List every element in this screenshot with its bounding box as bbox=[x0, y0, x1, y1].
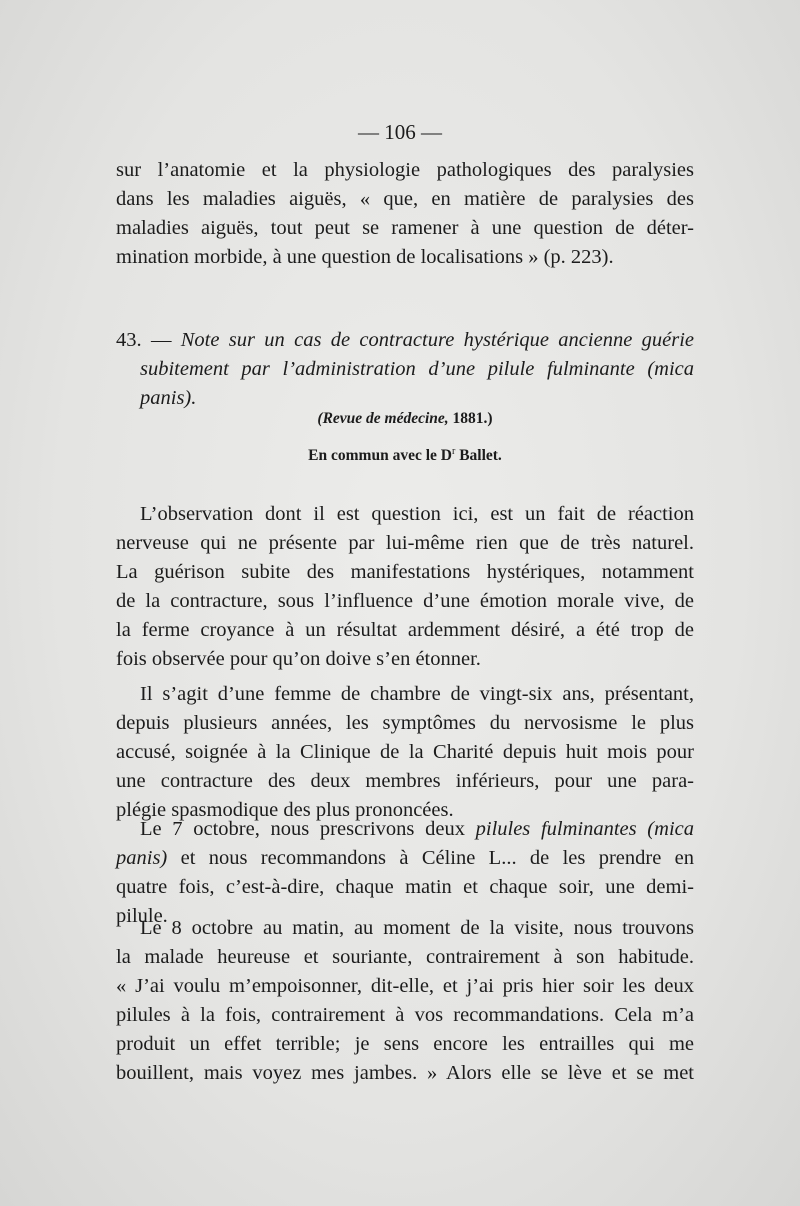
text-line: nerveuse qui ne présente par lui-même rien que de très naturel. bbox=[116, 532, 694, 554]
text-line bbox=[116, 844, 694, 873]
text-line: Le 8 octobre au matin, au moment de la visite, nous trouvons bbox=[140, 917, 694, 939]
text-line: une contracture des deux membres inférieurs, pour une para- bbox=[116, 770, 694, 792]
text-line: Il s’agit d’une femme de chambre de vingt-six ans, présentant, bbox=[140, 683, 694, 705]
coauthor-sup: r bbox=[451, 446, 456, 457]
intro-paragraph bbox=[116, 156, 694, 272]
text-line: pilules à la fois, contrairement à vos recommandations. Cela m’a bbox=[116, 1004, 694, 1026]
text-line: la ferme croyance à un résultat ardemment désiré, a été trop de bbox=[116, 619, 694, 641]
entry-source bbox=[116, 410, 694, 428]
source-year: 1881.) bbox=[452, 410, 493, 427]
text-line: mination morbide, à une question de localisations » (p. 223). bbox=[116, 246, 614, 268]
text-line: accusé, soignée à la Clinique de la Charité depuis huit mois pour bbox=[116, 741, 694, 763]
text-line: La guérison subite des manifestations hystériques, notamment bbox=[116, 561, 694, 583]
italic-segment: pilules fulminantes (mica bbox=[475, 818, 694, 840]
entry-title bbox=[116, 326, 694, 413]
entry-number: 43. — bbox=[116, 329, 181, 351]
text-segment: et nous recommandons à Céline L... de les prendre en bbox=[167, 847, 694, 869]
text-line: maladies aiguës, tout peut se ramener à une question de déter- bbox=[116, 217, 694, 239]
text-line bbox=[116, 815, 694, 844]
text-line: bouillent, mais voyez mes jambes. » Alors elle se lève et se met bbox=[116, 1062, 694, 1084]
text-line: plégie spasmodique des plus prononcées. bbox=[116, 799, 454, 821]
text-line: L’observation dont il est question ici, est un fait de réaction bbox=[140, 503, 694, 525]
text-line: produit un effet terrible; je sens encore les entrailles qui me bbox=[116, 1033, 694, 1055]
text-line: « J’ai voulu m’empoisonner, dit-elle, et j’ai pris hier soir les deux bbox=[116, 975, 694, 997]
entry-title-line: panis). bbox=[140, 387, 197, 409]
entry-title-text: Note sur un cas de contracture hystérique ancienne guérie bbox=[180, 329, 694, 351]
text-line: de la contracture, sous l’influence d’une émotion morale vive, de bbox=[116, 590, 694, 612]
text-line: dans les maladies aiguës, « que, en matière de paralysies des bbox=[116, 188, 694, 210]
source-journal: (Revue de médecine, bbox=[317, 410, 449, 427]
paragraph-4 bbox=[116, 914, 694, 1088]
italic-segment: panis) bbox=[116, 847, 168, 869]
text-line: pilule. bbox=[116, 905, 168, 927]
entry-title-line bbox=[116, 326, 694, 355]
paragraph-2 bbox=[116, 680, 694, 825]
text-line: la malade heureuse et souriante, contrairement à son habitude. bbox=[116, 946, 694, 968]
text-line: depuis plusieurs années, les symptômes du nervosisme le plus bbox=[116, 712, 694, 734]
text-line: sur l’anatomie et la physiologie pathologiques des paralysies bbox=[116, 159, 694, 181]
coauthor-name: Ballet. bbox=[455, 447, 502, 465]
entry-coauthor bbox=[116, 446, 694, 465]
text-line: quatre fois, c’est-à-dire, chaque matin et chaque soir, une demi- bbox=[116, 876, 694, 898]
page-number: — 106 — bbox=[358, 120, 442, 144]
entry-title-line: subitement par l’administration d’une pilule fulminante (mica bbox=[140, 358, 694, 380]
coauthor-prefix: En commun avec le D bbox=[308, 447, 452, 465]
text-line: fois observée pour qu’on doive s’en étonner. bbox=[116, 648, 481, 670]
text-segment: Le 7 octobre, nous prescrivons deux bbox=[140, 818, 476, 840]
paragraph-1 bbox=[116, 500, 694, 674]
